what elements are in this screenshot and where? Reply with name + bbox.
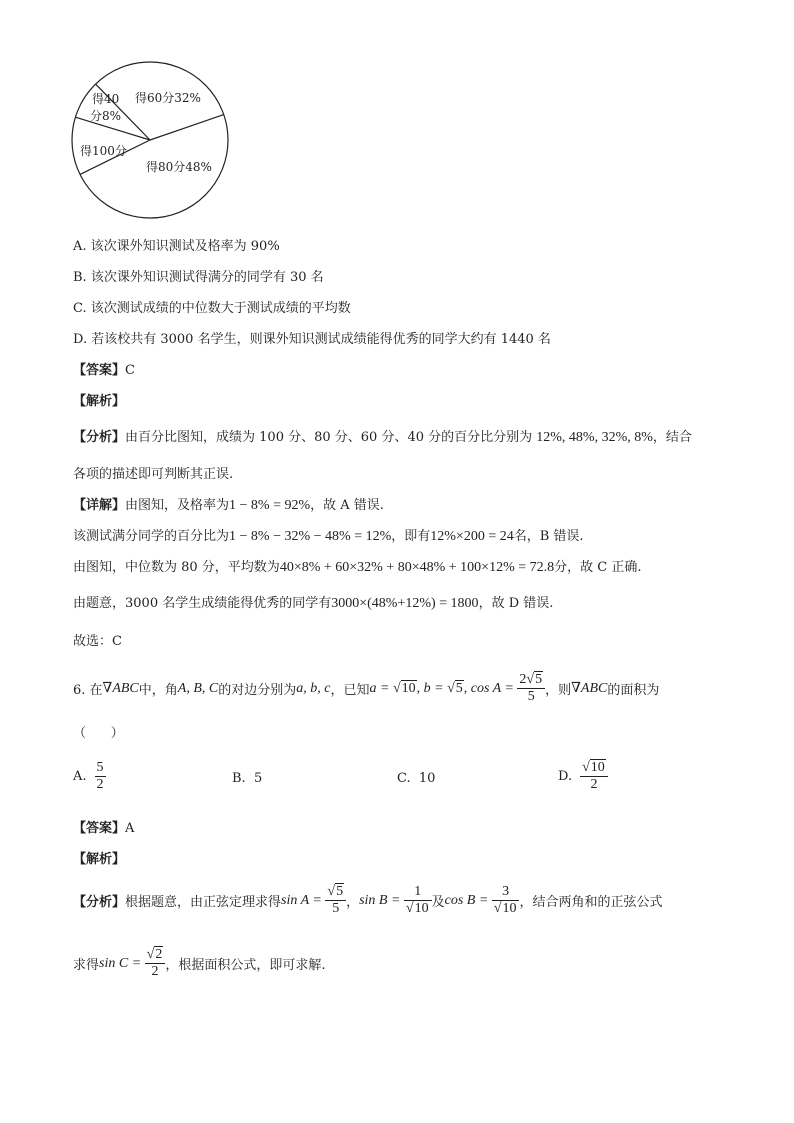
pie-label-40-line2: 分8% — [90, 109, 122, 123]
q5-fenxi-line2: 各项的描述即可判断其正误. — [73, 467, 234, 482]
fx2-text: 求得 — [73, 958, 100, 973]
xj3-tail: 分，故 C 正确. — [554, 560, 642, 575]
q5-fenxi-line1 — [73, 426, 692, 446]
q5-xiangjie-line3 — [73, 556, 641, 576]
xj-text: 由图知，及格率为 — [125, 498, 230, 513]
pie-label-100: 得100分 — [80, 144, 127, 158]
fenxi-text: 由百分比图知，成绩为 100 分、80 分、60 分、40 分的百分比分别为 — [125, 430, 533, 445]
pie-slices — [72, 62, 228, 218]
pie-label-60: 得60分32% — [135, 91, 201, 105]
xj2-math: 1 − 8% − 32% − 48% = 12% — [229, 529, 392, 544]
opt-a-label: A. — [73, 769, 87, 784]
q6-triangle-2: ∇ABC — [571, 681, 608, 696]
q6-given-b: , b = — [416, 680, 448, 696]
fx1-text: 根据题意，由正弦定理求得 — [125, 895, 282, 910]
q6-option-a — [73, 760, 106, 793]
q6-sqrt5: √5 — [447, 680, 463, 696]
q6-sqrt10: √10 — [392, 680, 416, 696]
fenxi-percentages: 12%, 48%, 32%, 8% — [536, 430, 653, 445]
q6-stem — [73, 672, 659, 705]
q6-option-d — [558, 760, 608, 793]
q6-given-cos: , cos A = — [463, 680, 518, 696]
q6-given-a: a = — [369, 680, 393, 696]
q5-xiangjie-line4 — [73, 592, 553, 612]
q6-answer — [73, 817, 134, 836]
q5-option-b: B. 该次课外知识测试得满分的同学有 30 名 — [73, 270, 324, 285]
q6-option-b: B. 5 — [232, 771, 263, 786]
q6-cos-fraction: $\frac{2√5}{5}$ — [517, 672, 545, 705]
q6-stem-1: 6. 在 — [73, 683, 103, 698]
q6-angles: A, B, C — [177, 680, 219, 696]
q5-xiangjie-line2 — [73, 525, 584, 545]
q6-analysis-tag: 【解析】 — [73, 852, 126, 867]
xj2-tail: 名，B 错误. — [513, 529, 584, 544]
xj3-math: 40×8% + 60×32% + 80×48% + 100×12% = 72.8 — [279, 560, 555, 575]
opt-a-fraction: $\frac{5}{2}$ — [96, 760, 104, 792]
q6-paren: （ ） — [73, 726, 124, 741]
xj4-math: 3000×(48%+12%) = 1800 — [331, 596, 479, 611]
q6-stem-6: 的面积为 — [607, 683, 660, 698]
q5-analysis-tag: 【解析】 — [73, 394, 126, 409]
pie-label-40-line1: 得40 — [92, 92, 120, 106]
opt-d-label: D. — [558, 769, 573, 784]
xj2-mid: ，即有 — [391, 529, 431, 544]
xj4-text: 由题意，3000 名学生成绩能得优秀的同学有 — [73, 596, 332, 611]
fx-sinA: sin A = — [281, 892, 326, 908]
fx-sinB: sin B = — [359, 892, 404, 908]
q6-stem-2: 中，角 — [138, 683, 178, 698]
q6-stem-4: ，已知 — [330, 683, 370, 698]
q5-guxuan: 故选：C — [73, 634, 122, 649]
fx-ji: 及 — [431, 895, 445, 910]
fx1-tail: ，结合两角和的正弦公式 — [519, 895, 663, 910]
fenxi-tag: 【分析】 — [73, 895, 126, 910]
fx-sinC-fraction: $\frac{√2}{2}$ — [145, 947, 166, 980]
answer-tag: 【答案】 — [73, 821, 126, 836]
xj-tail: ，故 A 错误. — [310, 498, 384, 513]
q5-option-d: D. 若该校共有 3000 名学生，则课外知识测试成绩能得优秀的同学大约有 1440 名 — [73, 332, 551, 347]
answer-value: C — [125, 363, 135, 378]
fx-cosB-fraction: $\frac{3}{√10}$ — [492, 884, 520, 917]
xj3-text: 由图知，中位数为 80 分，平均数为 — [73, 560, 280, 575]
fx-sinB-fraction: $\frac{1}{√10}$ — [404, 884, 432, 917]
xiangjie-tag: 【详解】 — [73, 498, 126, 513]
pie-label-80: 得80分48% — [146, 160, 212, 174]
q5-answer — [73, 359, 135, 378]
pie-chart — [70, 60, 240, 230]
answer-value: A — [125, 821, 135, 836]
fx2-tail: ，根据面积公式，即可求解. — [165, 958, 326, 973]
q5-xiangjie-line1 — [73, 494, 384, 514]
xj2-math2: 12%×200 = 24 — [430, 529, 514, 544]
fx-sep: ， — [346, 895, 360, 910]
q6-stem-3: 的对边分别为 — [218, 683, 297, 698]
q5-option-c: C. 该次测试成绩的中位数大于测试成绩的平均数 — [73, 301, 351, 316]
xj-math: 1 − 8% = 92% — [229, 498, 311, 513]
q6-sides: a, b, c — [296, 680, 331, 696]
opt-d-fraction: $\frac{√10}{2}$ — [580, 760, 608, 793]
q5-option-a: A. 该次课外知识测试及格率为 90% — [73, 239, 280, 254]
xj2-text: 该测试满分同学的百分比为 — [73, 529, 230, 544]
q6-option-c: C. 10 — [397, 771, 436, 786]
fx-cosB: cos B = — [444, 892, 492, 908]
q6-stem-5: ，则 — [545, 683, 572, 698]
answer-tag: 【答案】 — [73, 363, 126, 378]
xj4-tail: ，故 D 错误. — [478, 596, 554, 611]
fx-sinA-fraction: $\frac{√5}{5}$ — [325, 884, 346, 917]
fx-sinC: sin C = — [99, 955, 145, 971]
q6-fenxi-line1 — [73, 884, 663, 917]
fenxi-tag: 【分析】 — [73, 430, 126, 445]
fenxi-tail: ，结合 — [652, 430, 692, 445]
q6-fenxi-line2 — [73, 947, 325, 980]
q6-triangle: ∇ABC — [102, 681, 139, 696]
